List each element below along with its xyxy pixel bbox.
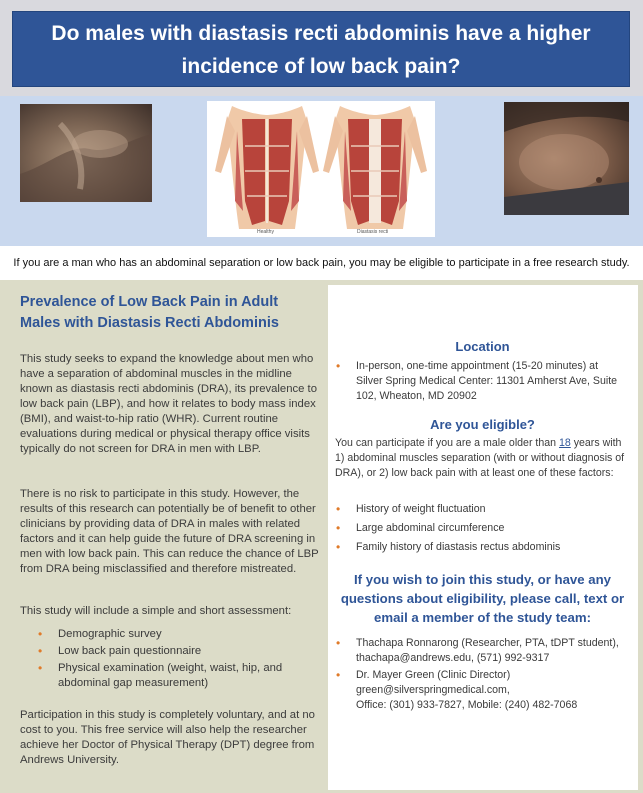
contact-item: • Thachapa Ronnarong (Researcher, PTA, tDPT student), thachapa@andrews.edu, (571) 992-9317 xyxy=(336,636,619,664)
join-study-heading: If you wish to join this study, or have any questions about eligibility, please call, text or email a member of the study team: xyxy=(340,572,625,625)
title-line-1: Do males with diastasis recti abdominis have a higher xyxy=(51,22,591,45)
eligibility-heading: Are you eligible? xyxy=(430,417,535,432)
list-item: • Large abdominal circumference xyxy=(336,521,505,535)
location-heading: Location xyxy=(455,339,510,354)
factor-list xyxy=(336,502,624,555)
list-item: • Physical examination (weight, waist, hip, and abdominal gap measurement) xyxy=(38,661,283,689)
study-title-line-1: Prevalence of Low Back Pain in Adult xyxy=(20,294,279,310)
healthy-torso xyxy=(215,106,319,229)
anatomy-illustration xyxy=(207,101,435,237)
list-item: • Family history of diastasis rectus abdominis xyxy=(336,540,561,554)
study-description: This study seeks to expand the knowledge about men who have a separation of abdominal muscles in the midline known as diastasis recti abdominis (DRA), its prevalence to low back pain (LBP), and how it relates to body mass index (BMI), and waist-to-hip ratio (WHR). Current routine evaluations during medical or physical therapy office visits typically do not screen for DRA in men with LBP. xyxy=(20,353,317,455)
location-list xyxy=(336,359,624,404)
page-title xyxy=(12,11,630,87)
eligibility-banner: If you are a man who has an abdominal separation or low back pain, you may be eligible to participate in a free research study. xyxy=(0,248,643,278)
study-title-line-2: Males with Diastasis Recti Abdominis xyxy=(20,315,279,331)
study-title xyxy=(20,292,320,334)
list-item: • Demographic survey xyxy=(38,627,162,641)
title-line-2: incidence of low back pain? xyxy=(181,55,461,78)
age-link[interactable]: 18 xyxy=(558,437,571,449)
diastasis-torso xyxy=(323,106,427,229)
list-item: • History of weight fluctuation xyxy=(336,502,486,516)
eligibility-criteria: You can participate if you are a male older than 18 years with 1) abdominal muscles separation (with or without diagnosis of DRA), or 2) low back pain with at least one of these factors: xyxy=(335,437,625,479)
abdomen-photo-right xyxy=(504,102,629,215)
list-item: • In-person, one-time appointment (15-20 minutes) at Silver Spring Medical Center: 11301 Amherst Ave, Suite 102, Wheaton, MD 20902 xyxy=(336,359,618,402)
risk-benefit-paragraph: There is no risk to participate in this study. However, the results of this research can potentially be of benefit to other clinicians by providing data of DRA in males with related factors and it can help guide the future of DRA screening in men with low back pain. This can reduce the chance of LBP from DRA being misclassified and therefore mistreated. xyxy=(20,488,319,575)
contact-list xyxy=(336,636,628,713)
abdomen-photo-left xyxy=(20,104,152,202)
assessment-intro: This study will include a simple and short assessment: xyxy=(20,605,292,617)
contact-item: • Dr. Mayer Green (Clinic Director) green@silverspringmedical.com, Office: (301) 933-7827, Mobile: (240) 482-7068 xyxy=(336,668,578,711)
label-healthy: Healthy xyxy=(257,229,274,235)
list-item: • Low back pain questionnaire xyxy=(38,644,202,658)
label-diastasis-recti: Diastasis recti xyxy=(357,229,389,235)
participation-paragraph: Participation in this study is completely voluntary, and at no cost to you. This free service will also help the researcher achieve her Doctor of Physical Therapy (DPT) degree from Andrews University. xyxy=(20,709,315,766)
assessment-list xyxy=(38,627,313,691)
